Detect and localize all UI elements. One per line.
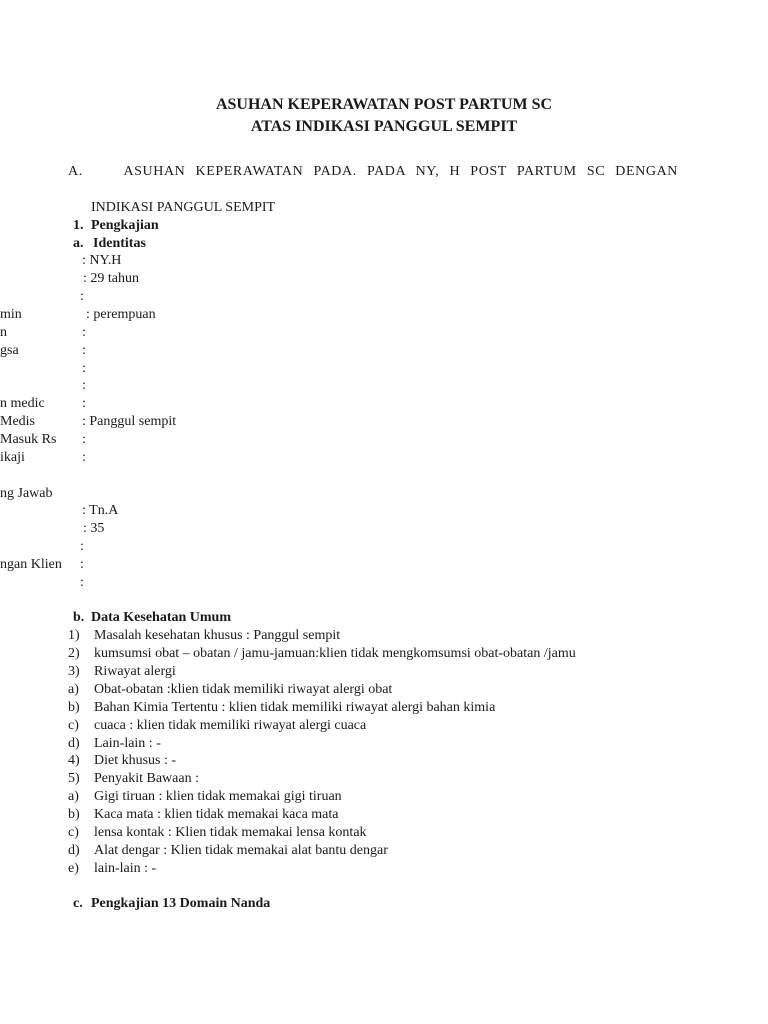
pengkajian-domain-marker: c. (73, 896, 83, 911)
list-item: Lain-lain : - (94, 736, 161, 751)
list-item: Gigi tiruan : klien tidak memakai gigi tiruan (94, 789, 342, 804)
identity-value: : (80, 539, 84, 554)
section-a-heading (68, 163, 678, 181)
section-a-text: ASUHAN KEPERAWATAN PADA. PADA NY, H POST PARTUM SC DENGAN (123, 164, 678, 179)
list-item: kumsumsi obat – obatan / jamu-jamuan:klien tidak mengkomsumsi obat-obatan /jamu (94, 646, 576, 661)
identity-label: ngan Klien (0, 557, 62, 572)
identity-label: n (0, 325, 7, 340)
identity-value: : Tn.A (82, 503, 119, 518)
list-item-marker: 4) (68, 753, 80, 768)
identity-value: : perempuan (86, 307, 156, 322)
list-item: Obat-obatan :klien tidak memiliki riwayat alergi obat (94, 682, 393, 697)
pengkajian-heading: Pengkajian (91, 218, 159, 233)
list-item-marker: a) (68, 789, 79, 804)
identity-value: : 35 (83, 521, 105, 536)
list-item: cuaca : klien tidak memiliki riwayat alergi cuaca (94, 718, 367, 733)
list-item-marker: b) (68, 700, 80, 715)
identity-value: : (82, 450, 86, 465)
section-a-continuation: INDIKASI PANGGUL SEMPIT (91, 200, 276, 215)
list-item: Masalah kesehatan khusus : Panggul sempit (94, 628, 341, 643)
identity-label: Masuk Rs (0, 432, 57, 447)
list-item-marker: c) (68, 825, 79, 840)
identity-label: min (0, 307, 22, 322)
document-title-line-2: ATAS INDIKASI PANGGUL SEMPIT (250, 118, 518, 135)
identitas-marker: a. (73, 236, 84, 251)
list-item: Bahan Kimia Tertentu : klien tidak memiliki riwayat alergi bahan kimia (94, 700, 496, 715)
list-item-marker: 1) (68, 628, 80, 643)
list-item-marker: d) (68, 736, 80, 751)
section-a-marker: A. (68, 164, 83, 179)
data-kesehatan-marker: b. (73, 610, 85, 625)
list-item: lain-lain : - (94, 861, 157, 876)
identity-label: Medis (0, 414, 35, 429)
list-item-marker: 3) (68, 664, 80, 679)
identity-value: : 29 tahun (83, 271, 139, 286)
document-title-line-1: ASUHAN KEPERAWATAN POST PARTUM SC (215, 96, 553, 113)
identity-value: : (80, 557, 84, 572)
identity-value: : (82, 361, 86, 376)
identity-value: : (80, 575, 84, 590)
identity-value: : (82, 378, 86, 393)
list-item: lensa kontak : Klien tidak memakai lensa kontak (94, 825, 367, 840)
identity-value: : (82, 432, 86, 447)
list-item: Diet khusus : - (94, 753, 177, 768)
identity-value: : Panggul sempit (82, 414, 177, 429)
identity-value: : NY.H (82, 253, 122, 268)
identity-value: : (82, 396, 86, 411)
identity-label: gsa (0, 343, 19, 358)
list-item-marker: 5) (68, 771, 80, 786)
pengkajian-domain-heading: Pengkajian 13 Domain Nanda (91, 896, 271, 911)
list-item: Alat dengar : Klien tidak memakai alat bantu dengar (94, 843, 388, 858)
pengkajian-number: 1. (73, 218, 84, 233)
list-item-marker: c) (68, 718, 79, 733)
identitas-heading: Identitas (93, 236, 146, 251)
identity-label: ng Jawab (0, 486, 53, 501)
data-kesehatan-heading: Data Kesehatan Umum (91, 610, 231, 625)
list-item: Kaca mata : klien tidak memakai kaca mata (94, 807, 339, 822)
list-item-marker: 2) (68, 646, 80, 661)
identity-value: : (82, 343, 86, 358)
identity-label: n medic (0, 396, 45, 411)
list-item: Riwayat alergi (94, 664, 176, 679)
list-item-marker: e) (68, 861, 79, 876)
list-item-marker: b) (68, 807, 80, 822)
identity-value: : (82, 325, 86, 340)
list-item-marker: a) (68, 682, 79, 697)
identity-value: : (80, 289, 84, 304)
list-item: Penyakit Bawaan : (94, 771, 199, 786)
identity-label: ikaji (0, 450, 25, 465)
list-item-marker: d) (68, 843, 80, 858)
